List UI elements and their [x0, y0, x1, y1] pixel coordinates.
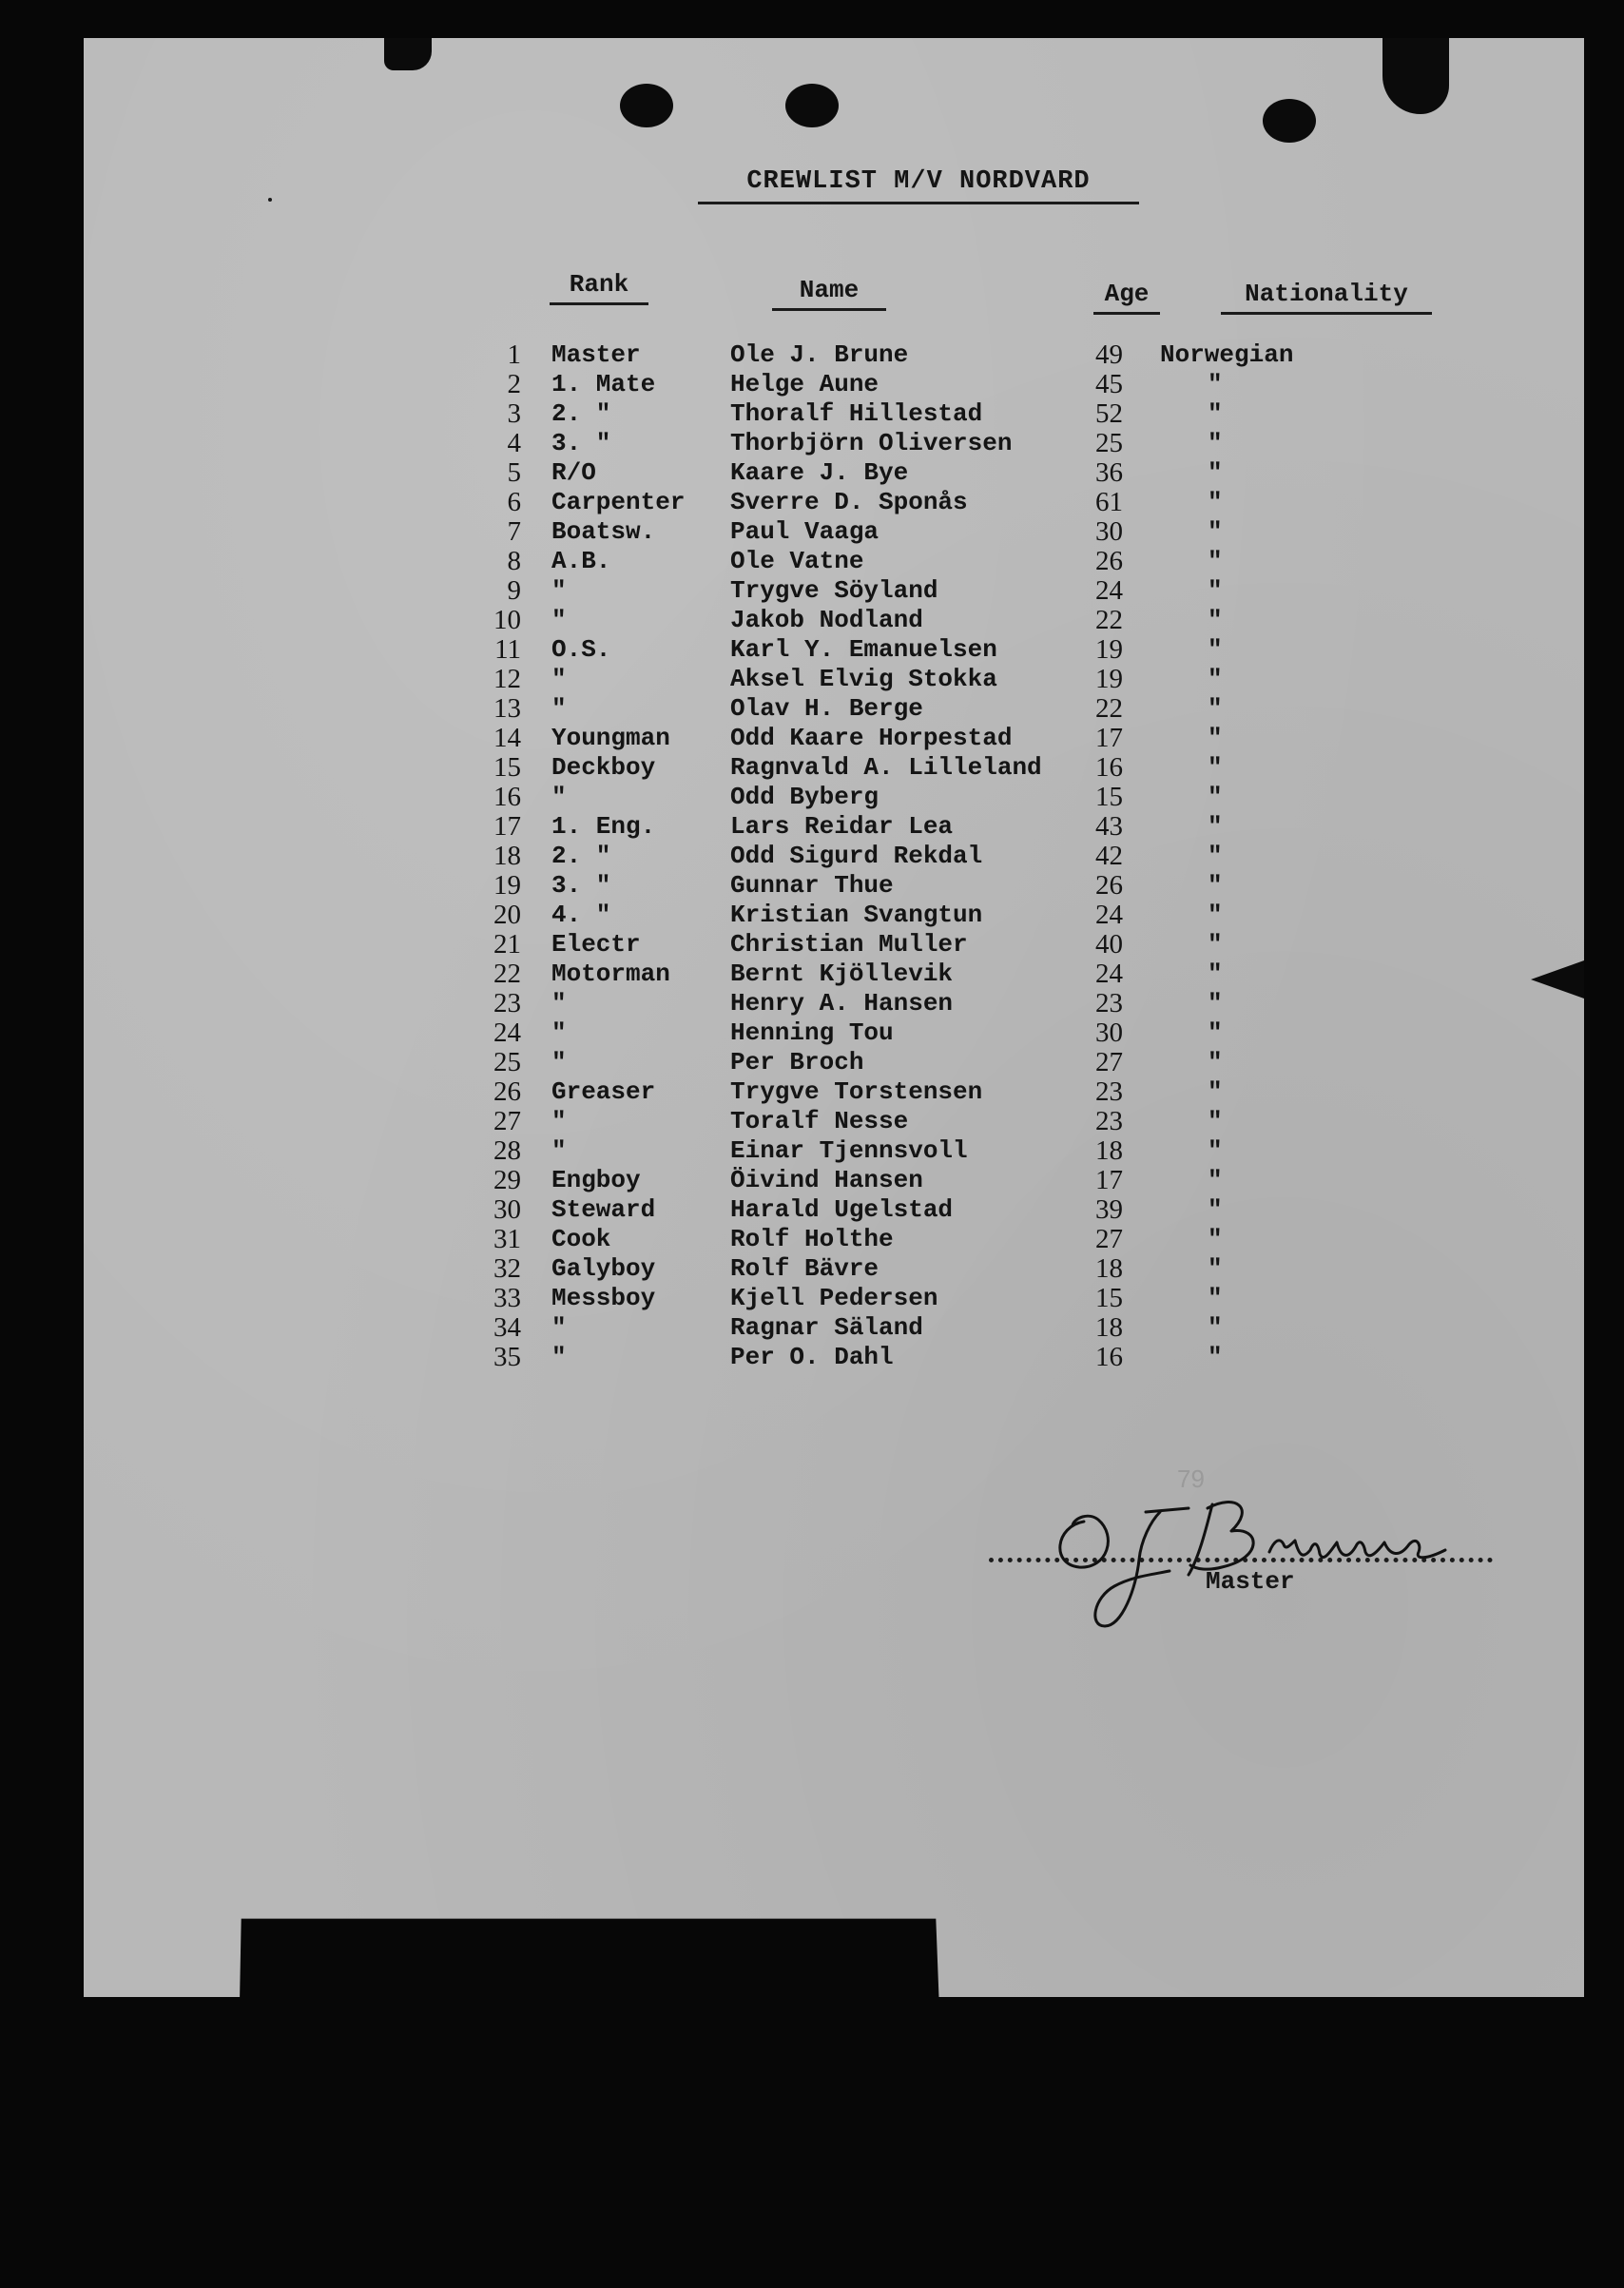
punch-hole: [1263, 99, 1316, 143]
crew-name: Toralf Nesse: [730, 1107, 909, 1135]
crew-row: [0, 1225, 1426, 1254]
crew-row: [0, 812, 1426, 842]
crew-name: Lars Reidar Lea: [730, 812, 954, 841]
crew-age: 23: [1095, 1076, 1123, 1107]
crew-number: 17: [493, 811, 521, 842]
crew-row: [0, 1136, 1426, 1166]
crew-rank: Master: [551, 340, 641, 369]
crew-number: 9: [507, 575, 521, 606]
crew-rank: ": [551, 606, 567, 634]
crew-name: Kjell Pedersen: [730, 1284, 938, 1312]
crew-rank: ": [551, 783, 567, 811]
crew-name: Paul Vaaga: [730, 517, 880, 546]
paper-tear: [384, 38, 432, 70]
crew-name: Odd Sigurd Rekdal: [730, 842, 983, 870]
crew-age: 36: [1095, 457, 1123, 488]
column-header-name: Name: [772, 276, 886, 311]
crew-row: [0, 1284, 1426, 1313]
crew-age: 24: [1095, 575, 1123, 606]
crew-row: [0, 989, 1426, 1018]
crew-rank: 2. ": [551, 399, 611, 428]
crew-age: 39: [1095, 1194, 1123, 1225]
crew-nationality: ": [1208, 1018, 1223, 1047]
crew-nationality: ": [1208, 1048, 1223, 1076]
crew-rank: A.B.: [551, 547, 611, 575]
crew-name: Ole Vatne: [730, 547, 864, 575]
crew-rank: 3. ": [551, 429, 611, 457]
crew-nationality: ": [1208, 635, 1223, 664]
crew-number: 1: [507, 339, 521, 370]
crew-list: [0, 340, 1426, 1372]
speck: [268, 198, 272, 202]
crew-rank: 4. ": [551, 901, 611, 929]
crew-age: 27: [1095, 1224, 1123, 1254]
crew-name: Sverre D. Sponås: [730, 488, 968, 516]
handwritten-signature: [1046, 1483, 1493, 1645]
crew-row: [0, 1107, 1426, 1136]
crew-name: Helge Aune: [730, 370, 880, 398]
crew-rank: Deckboy: [551, 753, 656, 782]
crew-age: 15: [1095, 782, 1123, 812]
crew-rank: Messboy: [551, 1284, 656, 1312]
crew-name: Trygve Söyland: [730, 576, 938, 605]
crew-nationality: ": [1208, 989, 1223, 1018]
crew-nationality: ": [1208, 1107, 1223, 1135]
crew-name: Thorbjörn Oliversen: [730, 429, 1013, 457]
crew-number: 35: [493, 1342, 521, 1372]
crew-age: 16: [1095, 1342, 1123, 1372]
stamp-number: 79: [1177, 1464, 1205, 1493]
crew-age: 30: [1095, 516, 1123, 547]
crew-age: 23: [1095, 988, 1123, 1018]
crew-age: 52: [1095, 398, 1123, 429]
paper-tear: [1382, 38, 1449, 114]
crew-rank: 2. ": [551, 842, 611, 870]
crew-age: 15: [1095, 1283, 1123, 1313]
crew-row: [0, 871, 1426, 901]
crew-row: [0, 753, 1426, 783]
crew-number: 24: [493, 1018, 521, 1048]
crew-nationality: ": [1208, 606, 1223, 634]
crew-number: 6: [507, 487, 521, 517]
crew-nationality: ": [1208, 547, 1223, 575]
crew-name: Christian Muller: [730, 930, 968, 959]
crew-age: 42: [1095, 841, 1123, 871]
crew-row: [0, 694, 1426, 724]
crew-name: Aksel Elvig Stokka: [730, 665, 997, 693]
crew-name: Harald Ugelstad: [730, 1195, 954, 1224]
crew-rank: Galyboy: [551, 1254, 656, 1283]
crew-name: Ragnvald A. Lilleland: [730, 753, 1042, 782]
crew-age: 24: [1095, 959, 1123, 989]
signature-block: [989, 1483, 1502, 1645]
crew-age: 27: [1095, 1047, 1123, 1077]
crew-number: 13: [493, 693, 521, 724]
column-header-nationality: Nationality: [1221, 280, 1432, 315]
crew-name: Olav H. Berge: [730, 694, 923, 723]
crew-age: 19: [1095, 634, 1123, 665]
crew-nationality: ": [1208, 576, 1223, 605]
crew-age: 24: [1095, 900, 1123, 930]
crew-row: [0, 1048, 1426, 1077]
crew-age: 61: [1095, 487, 1123, 517]
crew-name: Thoralf Hillestad: [730, 399, 983, 428]
crew-nationality: ": [1208, 1077, 1223, 1106]
crew-age: 45: [1095, 369, 1123, 399]
crew-rank: Steward: [551, 1195, 656, 1224]
crew-number: 11: [494, 634, 521, 665]
crew-age: 22: [1095, 605, 1123, 635]
crew-row: [0, 783, 1426, 812]
crew-row: [0, 635, 1426, 665]
crew-row: [0, 1077, 1426, 1107]
crew-nationality: ": [1208, 1343, 1223, 1371]
crew-nationality: ": [1208, 753, 1223, 782]
crew-name: Per O. Dahl: [730, 1343, 894, 1371]
crew-number: 12: [493, 664, 521, 694]
crew-rank: 3. ": [551, 871, 611, 900]
crew-row: [0, 370, 1426, 399]
crew-nationality: ": [1208, 1254, 1223, 1283]
column-header-rank: Rank: [550, 270, 648, 305]
crew-number: 31: [493, 1224, 521, 1254]
crew-nationality: ": [1208, 783, 1223, 811]
crew-row: [0, 399, 1426, 429]
crew-number: 32: [493, 1253, 521, 1284]
crew-row: [0, 340, 1426, 370]
crew-nationality: ": [1208, 960, 1223, 988]
crew-age: 30: [1095, 1018, 1123, 1048]
crew-nationality: ": [1208, 399, 1223, 428]
crew-name: Henning Tou: [730, 1018, 894, 1047]
crew-number: 3: [507, 398, 521, 429]
crew-number: 18: [493, 841, 521, 871]
crew-nationality: ": [1208, 429, 1223, 457]
crew-nationality: ": [1208, 458, 1223, 487]
crew-nationality: ": [1208, 694, 1223, 723]
crew-number: 14: [493, 723, 521, 753]
crew-age: 16: [1095, 752, 1123, 783]
crew-age: 26: [1095, 870, 1123, 901]
crew-rank: ": [551, 576, 567, 605]
crew-name: Ole J. Brune: [730, 340, 909, 369]
crew-name: Henry A. Hansen: [730, 989, 954, 1018]
crew-number: 5: [507, 457, 521, 488]
crew-row: [0, 665, 1426, 694]
crew-number: 23: [493, 988, 521, 1018]
crew-name: Kaare J. Bye: [730, 458, 909, 487]
crew-rank: ": [551, 665, 567, 693]
crew-name: Ragnar Säland: [730, 1313, 923, 1342]
signature-role: Master: [1206, 1567, 1295, 1596]
document-title: CREWLIST M/V NORDVARD: [698, 167, 1139, 204]
crew-rank: ": [551, 1048, 567, 1076]
crew-number: 27: [493, 1106, 521, 1136]
crew-rank: ": [551, 1107, 567, 1135]
crew-age: 18: [1095, 1135, 1123, 1166]
crew-age: 25: [1095, 428, 1123, 458]
crew-rank: Youngman: [551, 724, 670, 752]
crew-rank: ": [551, 989, 567, 1018]
crew-nationality: ": [1208, 488, 1223, 516]
crew-rank: ": [551, 1136, 567, 1165]
crew-row: [0, 1343, 1426, 1372]
crew-name: Jakob Nodland: [730, 606, 923, 634]
crew-name: Rolf Bävre: [730, 1254, 880, 1283]
crew-number: 25: [493, 1047, 521, 1077]
crew-number: 2: [507, 369, 521, 399]
crew-age: 23: [1095, 1106, 1123, 1136]
crew-number: 20: [493, 900, 521, 930]
crew-name: Kristian Svangtun: [730, 901, 983, 929]
crew-age: 43: [1095, 811, 1123, 842]
crew-nationality: ": [1208, 1195, 1223, 1224]
crew-name: Öivind Hansen: [730, 1166, 923, 1194]
crew-rank: Boatsw.: [551, 517, 656, 546]
crew-row: [0, 547, 1426, 576]
crew-number: 34: [493, 1312, 521, 1343]
crew-rank: R/O: [551, 458, 596, 487]
crew-nationality: ": [1208, 1225, 1223, 1253]
crew-age: 17: [1095, 1165, 1123, 1195]
crew-number: 15: [493, 752, 521, 783]
crew-number: 4: [507, 428, 521, 458]
crew-rank: O.S.: [551, 635, 611, 664]
column-header-age: Age: [1093, 280, 1160, 315]
crew-rank: Electr: [551, 930, 641, 959]
crew-number: 33: [493, 1283, 521, 1313]
crew-name: Karl Y. Emanuelsen: [730, 635, 997, 664]
crew-nationality: ": [1208, 842, 1223, 870]
punch-hole: [785, 84, 839, 127]
crew-nationality: ": [1208, 517, 1223, 546]
crew-row: [0, 517, 1426, 547]
crew-rank: Cook: [551, 1225, 611, 1253]
crew-age: 17: [1095, 723, 1123, 753]
crew-number: 7: [507, 516, 521, 547]
crew-nationality: ": [1208, 1136, 1223, 1165]
crew-nationality: ": [1208, 724, 1223, 752]
crew-number: 19: [493, 870, 521, 901]
crew-nationality: ": [1208, 871, 1223, 900]
crew-name: Einar Tjennsvoll: [730, 1136, 968, 1165]
crew-row: [0, 960, 1426, 989]
crew-nationality: ": [1208, 901, 1223, 929]
crew-age: 22: [1095, 693, 1123, 724]
crew-number: 28: [493, 1135, 521, 1166]
crew-nationality: ": [1208, 1284, 1223, 1312]
crew-rank: Engboy: [551, 1166, 641, 1194]
crew-row: [0, 1166, 1426, 1195]
crew-number: 29: [493, 1165, 521, 1195]
crew-name: Rolf Holthe: [730, 1225, 894, 1253]
crew-age: 18: [1095, 1312, 1123, 1343]
crew-rank: ": [551, 1018, 567, 1047]
crew-nationality: ": [1208, 370, 1223, 398]
crew-number: 30: [493, 1194, 521, 1225]
crew-age: 49: [1095, 339, 1123, 370]
crew-number: 10: [493, 605, 521, 635]
crew-name: Gunnar Thue: [730, 871, 894, 900]
crew-nationality: ": [1208, 812, 1223, 841]
crew-name: Odd Kaare Horpestad: [730, 724, 1013, 752]
punch-hole: [620, 84, 673, 127]
crew-row: [0, 724, 1426, 753]
crew-age: 26: [1095, 546, 1123, 576]
crew-rank: Motorman: [551, 960, 670, 988]
crew-rank: ": [551, 694, 567, 723]
crew-age: 18: [1095, 1253, 1123, 1284]
crew-row: [0, 901, 1426, 930]
crew-age: 19: [1095, 664, 1123, 694]
crew-number: 26: [493, 1076, 521, 1107]
crew-nationality: ": [1208, 930, 1223, 959]
crew-rank: 1. Mate: [551, 370, 656, 398]
crew-nationality: ": [1208, 665, 1223, 693]
crew-row: [0, 606, 1426, 635]
crew-nationality: ": [1208, 1313, 1223, 1342]
crew-row: [0, 1018, 1426, 1048]
crew-rank: Carpenter: [551, 488, 686, 516]
crew-name: Bernt Kjöllevik: [730, 960, 954, 988]
crew-rank: ": [551, 1343, 567, 1371]
crew-row: [0, 1195, 1426, 1225]
crew-row: [0, 1254, 1426, 1284]
crew-number: 16: [493, 782, 521, 812]
crew-nationality: ": [1208, 1166, 1223, 1194]
crew-age: 40: [1095, 929, 1123, 960]
crew-name: Per Broch: [730, 1048, 864, 1076]
crew-rank: ": [551, 1313, 567, 1342]
crew-nationality: Norwegian: [1160, 340, 1294, 369]
crew-row: [0, 842, 1426, 871]
crew-number: 21: [493, 929, 521, 960]
crew-name: Trygve Torstensen: [730, 1077, 983, 1106]
crew-rank: 1. Eng.: [551, 812, 656, 841]
crew-row: [0, 1313, 1426, 1343]
crew-number: 22: [493, 959, 521, 989]
crew-row: [0, 458, 1426, 488]
crew-row: [0, 576, 1426, 606]
crew-name: Odd Byberg: [730, 783, 880, 811]
crew-row: [0, 488, 1426, 517]
crew-rank: Greaser: [551, 1077, 656, 1106]
crew-row: [0, 429, 1426, 458]
crew-row: [0, 930, 1426, 960]
crew-number: 8: [507, 546, 521, 576]
